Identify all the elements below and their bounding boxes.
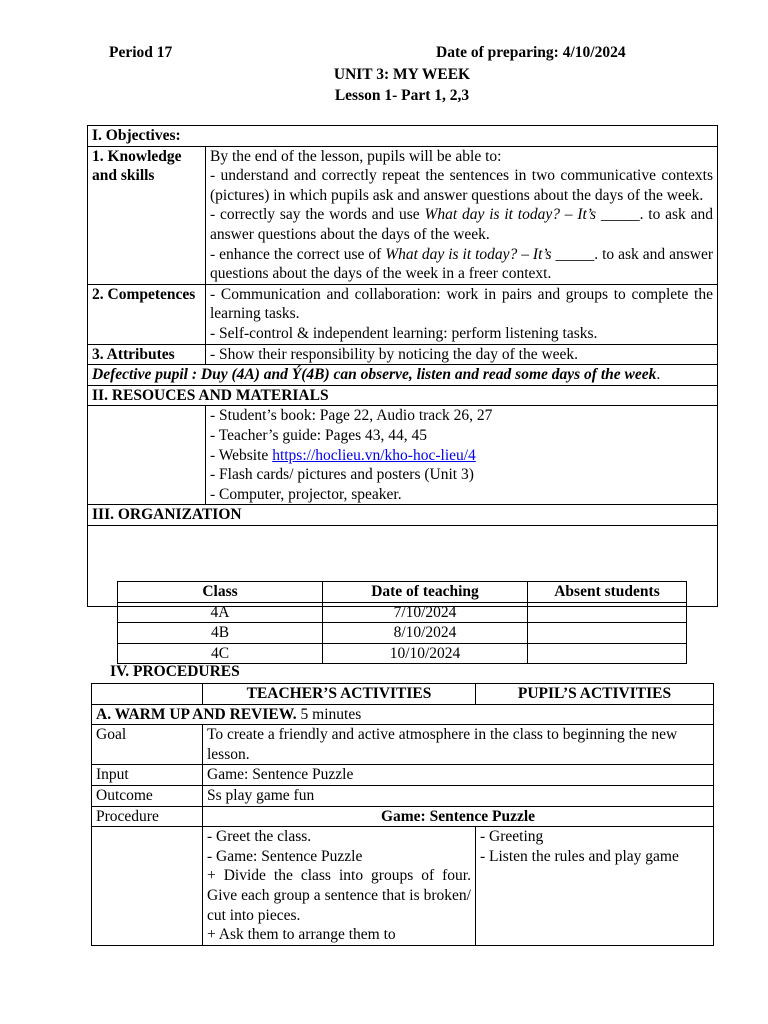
lesson-plan-table <box>87 125 718 607</box>
column-header: Class <box>118 582 323 603</box>
empty-cell <box>92 684 203 705</box>
resources-heading-row <box>88 385 718 406</box>
teacher-column-header: TEACHER’S ACTIVITIES <box>203 684 476 705</box>
table-row <box>118 602 687 623</box>
resources-row <box>88 406 718 505</box>
class-cell: 4C <box>118 643 323 664</box>
knowledge-intro: By the end of the lesson, pupils will be able to: <box>210 147 502 165</box>
defective-row <box>88 365 718 386</box>
warmup-heading <box>92 704 714 725</box>
text-span: - enhance the correct use of <box>210 245 386 263</box>
knowledge-item <box>210 245 713 284</box>
table-row <box>118 643 687 664</box>
goal-label: Goal <box>92 725 203 765</box>
outcome-label: Outcome <box>92 785 203 806</box>
knowledge-item: - understand and correctly repeat the sentences in two communicative contexts (pictures) in which pupils ask and answer questions about the days of the week. <box>210 167 713 204</box>
date-cell: 10/10/2024 <box>323 643 528 664</box>
table-header-row <box>118 582 687 603</box>
input-row <box>92 765 714 786</box>
period-label: Period 17 <box>109 44 173 61</box>
organization-heading-row <box>88 505 718 526</box>
input-label: Input <box>92 765 203 786</box>
date-cell: 7/10/2024 <box>323 602 528 623</box>
warmup-row <box>92 704 714 725</box>
competences-label: 2. Competences <box>88 284 206 344</box>
competences-row <box>88 284 718 344</box>
competences-item: - Self-control & independent learning: perform listening tasks. <box>210 324 598 342</box>
defective-text: Defective pupil : Duy (4A) and Ý(4B) can observe, listen and read some days of the week <box>92 366 657 384</box>
teacher-step: + Ask them to arrange them to <box>207 926 396 944</box>
column-header: Date of teaching <box>323 582 528 603</box>
teacher-step: - Game: Sentence Puzzle <box>207 847 363 865</box>
resource-item: - Computer, projector, speaker. <box>210 485 402 503</box>
lesson-title: Lesson 1- Part 1, 2,3 <box>334 87 470 104</box>
column-header: Absent students <box>528 582 687 603</box>
date-preparing: Date of preparing: 4/10/2024 <box>436 44 626 61</box>
resources-heading: II. RESOUCES AND MATERIALS <box>88 385 718 406</box>
warmup-title: A. WARM UP AND REVIEW. <box>96 705 297 723</box>
knowledge-row <box>88 146 718 284</box>
unit-title: UNIT 3: MY WEEK <box>333 66 471 83</box>
teacher-step: - Greet the class. <box>207 828 312 846</box>
procedure-title: Game: Sentence Puzzle <box>203 806 714 827</box>
pupil-column-header: PUPIL’S ACTIVITIES <box>476 684 714 705</box>
resource-item: - Student’s book: Page 22, Audio track 26, 27 <box>210 407 493 425</box>
text-span: . to ask and answer questions about the days of the week. <box>210 206 713 243</box>
objectives-heading: I. Objectives: <box>88 126 718 147</box>
resource-item <box>210 446 713 466</box>
absent-cell <box>528 643 687 664</box>
procedures-table <box>91 683 714 946</box>
text-span: - Website <box>210 446 273 464</box>
absent-cell <box>528 623 687 644</box>
text-span: - correctly say the words and use <box>210 206 425 224</box>
activities-row <box>92 827 714 946</box>
attributes-text: - Show their responsibility by noticing the day of the week. <box>206 344 718 365</box>
organization-table <box>117 581 687 664</box>
date-cell: 8/10/2024 <box>323 623 528 644</box>
procedure-label: Procedure <box>92 806 203 827</box>
defective-note <box>88 365 718 386</box>
outcome-row <box>92 785 714 806</box>
pupil-step: - Listen the rules and play game <box>480 847 679 865</box>
table-row <box>118 623 687 644</box>
goal-text: To create a friendly and active atmosphere in the class to beginning the new lesson. <box>203 725 714 765</box>
website-link[interactable]: https://hoclieu.vn/kho-hoc-lieu/4 <box>272 446 476 464</box>
text-span: . <box>656 366 661 384</box>
empty-cell <box>92 827 203 946</box>
teacher-activities <box>203 827 476 946</box>
class-cell: 4A <box>118 602 323 623</box>
empty-cell <box>88 406 206 505</box>
resource-item: - Teacher’s guide: Pages 43, 44, 45 <box>210 426 428 444</box>
knowledge-label: 1. Knowledge and skills <box>88 146 206 284</box>
organization-heading: III. ORGANIZATION <box>88 505 718 526</box>
resources-content <box>206 406 718 505</box>
italic-phrase: What day is it today? – It’s _____ <box>424 206 640 224</box>
pupil-step: - Greeting <box>480 828 544 846</box>
warmup-time: 5 minutes <box>296 705 362 723</box>
knowledge-content <box>206 146 718 284</box>
class-cell: 4B <box>118 623 323 644</box>
competences-item: - Communication and collaboration: work in pairs and groups to complete the learning tasks. <box>210 285 713 323</box>
teacher-step: + Divide the class into groups of four. Give each group a sentence that is broken/ cut into pieces. <box>207 867 471 924</box>
resource-item: - Flash cards/ pictures and posters (Unit 3) <box>210 466 474 484</box>
procedures-heading: IV. PROCEDURES <box>110 663 240 680</box>
italic-phrase: What day is it today? – It’s _____ <box>385 245 595 263</box>
outcome-text: Ss play game fun <box>203 785 714 806</box>
absent-cell <box>528 602 687 623</box>
attributes-label: 3. Attributes <box>88 344 206 365</box>
objectives-heading-row <box>88 126 718 147</box>
table-header-row <box>92 684 714 705</box>
goal-row <box>92 725 714 765</box>
procedure-row <box>92 806 714 827</box>
knowledge-item <box>210 205 713 244</box>
attributes-row <box>88 344 718 365</box>
competences-content <box>206 284 718 344</box>
text-span: . to ask and answer questions about the days of the week in a freer context. <box>210 245 713 283</box>
input-text: Game: Sentence Puzzle <box>203 765 714 786</box>
pupil-activities <box>476 827 714 946</box>
